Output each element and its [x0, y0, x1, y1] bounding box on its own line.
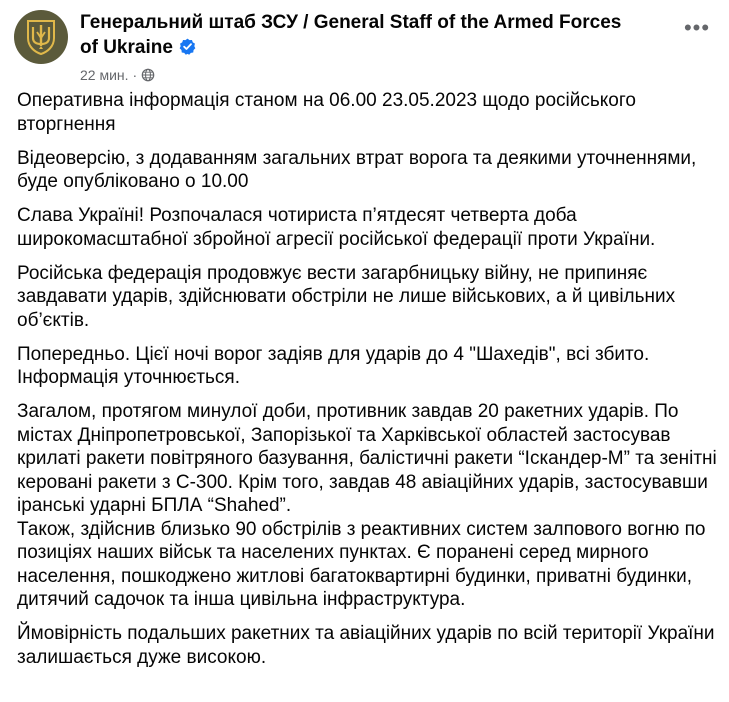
post-paragraph: Російська федерація продовжує вести загарбницьку війну, не припиняє завдавати ударів, здійснювати обстріли не лише військових, а й цивільних об’єктів. [17, 262, 676, 331]
post-paragraph: Відеоверсію, з додаванням загальних втрат ворога та деякими уточненнями, буде опубліковано о 10.00 [17, 147, 697, 192]
more-options-button[interactable] [679, 14, 715, 50]
more-options-icon: ••• [683, 15, 711, 40]
verified-badge-icon [179, 38, 196, 55]
meta-separator: · [132, 67, 138, 83]
post-header [14, 10, 715, 83]
post-timestamp[interactable]: 22 мин. [80, 67, 129, 83]
post-content [17, 89, 717, 680]
post-paragraph: Також, здійснив близько 90 обстрілів з реактивних систем залпового вогню по позиціях наших військ та населених пунктах. Є поранені серед мирного населення, пошкоджено житлові багатоквартирні будинки, приватні будинки, дитячий садочок та інша цивільна інфраструктура. [17, 518, 706, 610]
author-name-text[interactable]: Генеральний штаб ЗСУ / General Staff of the Armed Forces of Ukraine [80, 12, 622, 58]
post-meta [80, 66, 155, 84]
author-name[interactable] [80, 10, 640, 60]
post-paragraph: Загалом, протягом минулої доби, противник завдав 20 ракетних ударів. По містах Дніпропетровської, Запорізької та Харківської областей застосував крилаті ракети повітряного базування, балістичні ракети “Іскандер-М” та зенітні керовані ракети з С-300. Крім того, завдав 48 авіаційних ударів, застосувавши іранські ударні БПЛА “Shahed”. [17, 401, 717, 516]
trident-emblem-icon [24, 18, 58, 56]
avatar[interactable] [14, 10, 68, 64]
globe-icon [141, 68, 155, 82]
post-paragraph: Попередньо. Цієї ночі ворог задіяв для ударів до 4 "Шахедів", всі збито. Інформація уточнюється. [17, 343, 650, 388]
post-paragraph: Оперативна інформація станом на 06.00 23.05.2023 щодо російського вторгнення [17, 90, 636, 135]
post-paragraph: Слава Україні! Розпочалася чотириста п’ятдесят четверта доба широкомасштабної збройної агресії російської федерації проти України. [17, 205, 656, 250]
post-paragraph: Ймовірність подальших ракетних та авіаційних ударів по всій території України залишається дуже високою. [17, 623, 715, 668]
